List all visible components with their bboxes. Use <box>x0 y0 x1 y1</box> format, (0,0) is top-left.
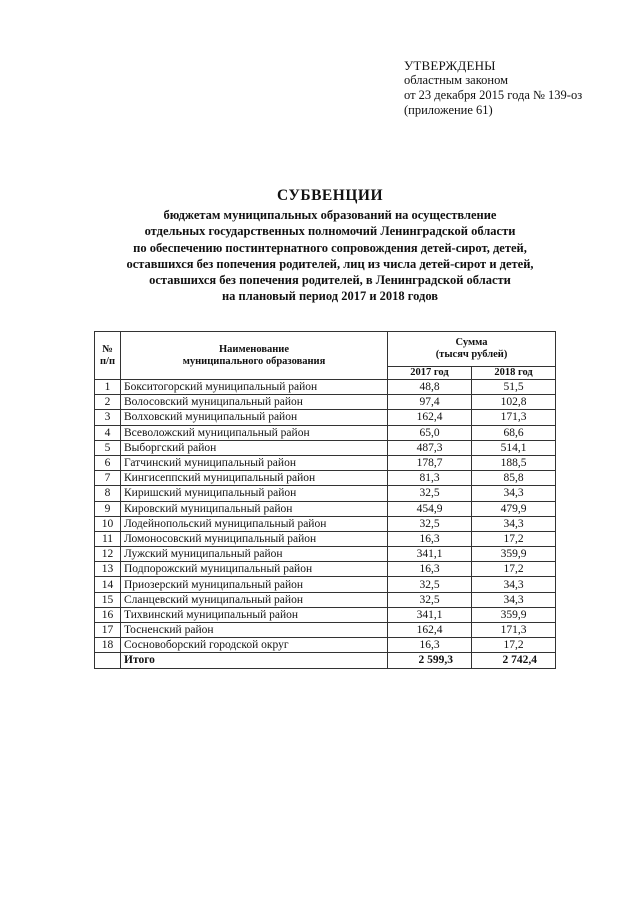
row-sum-2018: 85,8 <box>472 471 556 486</box>
row-municipality: Выборгский район <box>121 440 388 455</box>
row-number: 15 <box>95 592 121 607</box>
total-label: Итого <box>121 653 388 668</box>
row-sum-2017: 97,4 <box>388 395 472 410</box>
row-municipality: Кировский муниципальный район <box>121 501 388 516</box>
row-sum-2018: 479,9 <box>472 501 556 516</box>
row-sum-2018: 34,3 <box>472 577 556 592</box>
row-number: 8 <box>95 486 121 501</box>
row-municipality: Лужский муниципальный район <box>121 547 388 562</box>
table-row <box>95 531 556 546</box>
row-sum-2017: 162,4 <box>388 410 472 425</box>
header-name: Наименование муниципального образования <box>121 332 388 380</box>
row-municipality: Сосновоборский городской округ <box>121 638 388 653</box>
row-municipality: Ломоносовский муниципальный район <box>121 531 388 546</box>
row-sum-2017: 178,7 <box>388 455 472 470</box>
row-sum-2018: 17,2 <box>472 638 556 653</box>
row-sum-2017: 32,5 <box>388 577 472 592</box>
total-sum-2018: 2 742,4 <box>472 653 556 668</box>
row-municipality: Киришский муниципальный район <box>121 486 388 501</box>
row-municipality: Всеволожский муниципальный район <box>121 425 388 440</box>
row-municipality: Лодейнопольский муниципальный район <box>121 516 388 531</box>
row-number: 14 <box>95 577 121 592</box>
table-row <box>95 607 556 622</box>
header-sum: Сумма (тысяч рублей) <box>388 332 556 367</box>
row-sum-2018: 17,2 <box>472 562 556 577</box>
approval-date-line: от 23 декабря 2015 года № 139-оз <box>404 88 583 102</box>
table-row <box>95 455 556 470</box>
row-number: 5 <box>95 440 121 455</box>
row-sum-2017: 32,5 <box>388 486 472 501</box>
table-row <box>95 410 556 425</box>
row-number: 11 <box>95 531 121 546</box>
heading-line: бюджетам муниципальных образований на осуществление <box>163 208 497 222</box>
table-row <box>95 501 556 516</box>
header-year-2018: 2018 год <box>472 367 556 380</box>
row-sum-2017: 16,3 <box>388 562 472 577</box>
table-total-row <box>95 653 556 668</box>
row-number: 9 <box>95 501 121 516</box>
row-sum-2018: 359,9 <box>472 607 556 622</box>
document-heading <box>60 187 600 305</box>
row-sum-2017: 32,5 <box>388 516 472 531</box>
row-sum-2017: 48,8 <box>388 380 472 395</box>
table-row <box>95 562 556 577</box>
table-row <box>95 577 556 592</box>
row-municipality: Сланцевский муниципальный район <box>121 592 388 607</box>
row-sum-2017: 162,4 <box>388 623 472 638</box>
row-sum-2018: 359,9 <box>472 547 556 562</box>
table-row <box>95 425 556 440</box>
table-row <box>95 440 556 455</box>
row-sum-2018: 34,3 <box>472 592 556 607</box>
row-number: 3 <box>95 410 121 425</box>
heading-line: оставшихся без попечения родителей, в Ленинградской области <box>149 273 511 288</box>
table-body <box>95 380 556 669</box>
row-number: 4 <box>95 425 121 440</box>
table-header-row <box>95 332 556 367</box>
row-sum-2017: 65,0 <box>388 425 472 440</box>
row-sum-2017: 16,3 <box>388 638 472 653</box>
approval-law-line: областным законом <box>404 73 509 87</box>
heading-line: оставшихся без попечения родителей, лиц из числа детей-сирот и детей, <box>126 256 534 271</box>
document-title: СУБВЕНЦИИ <box>276 187 383 204</box>
row-sum-2018: 68,6 <box>472 425 556 440</box>
row-sum-2018: 17,2 <box>472 531 556 546</box>
table-row <box>95 592 556 607</box>
table-row <box>95 471 556 486</box>
row-number: 6 <box>95 455 121 470</box>
row-municipality: Бокситогорский муниципальный район <box>121 380 388 395</box>
row-municipality: Подпорожский муниципальный район <box>121 562 388 577</box>
row-sum-2017: 487,3 <box>388 440 472 455</box>
row-municipality: Волховский муниципальный район <box>121 410 388 425</box>
row-sum-2018: 34,3 <box>472 486 556 501</box>
row-sum-2018: 514,1 <box>472 440 556 455</box>
row-sum-2018: 51,5 <box>472 380 556 395</box>
total-sum-2017: 2 599,3 <box>388 653 472 668</box>
table-row <box>95 547 556 562</box>
row-sum-2018: 102,8 <box>472 395 556 410</box>
approval-appendix-line: (приложение 61) <box>404 103 493 117</box>
row-sum-2018: 171,3 <box>472 410 556 425</box>
row-sum-2018: 171,3 <box>472 623 556 638</box>
row-sum-2017: 16,3 <box>388 531 472 546</box>
row-sum-2017: 32,5 <box>388 592 472 607</box>
row-municipality: Кингисеппский муниципальный район <box>121 471 388 486</box>
header-year-2017: 2017 год <box>388 367 472 380</box>
approval-title: УТВЕРЖДЕНЫ <box>404 58 496 73</box>
row-number: 13 <box>95 562 121 577</box>
row-number: 12 <box>95 547 121 562</box>
row-number: 18 <box>95 638 121 653</box>
heading-line: по обеспечению постинтернатного сопровождения детей-сирот, детей, <box>133 240 527 255</box>
table-row <box>95 638 556 653</box>
table-row <box>95 623 556 638</box>
row-number: 7 <box>95 471 121 486</box>
heading-line: на плановый период 2017 и 2018 годов <box>221 289 439 304</box>
row-number: 16 <box>95 607 121 622</box>
row-sum-2017: 341,1 <box>388 607 472 622</box>
table-row <box>95 516 556 531</box>
row-number: 17 <box>95 623 121 638</box>
row-sum-2017: 81,3 <box>388 471 472 486</box>
row-municipality: Тосненский район <box>121 623 388 638</box>
total-number-cell <box>95 653 121 668</box>
row-sum-2017: 341,1 <box>388 547 472 562</box>
table-row <box>95 395 556 410</box>
row-municipality: Волосовский муниципальный район <box>121 395 388 410</box>
row-municipality: Гатчинский муниципальный район <box>121 455 388 470</box>
header-number: № п/п <box>95 332 121 380</box>
row-number: 1 <box>95 380 121 395</box>
row-sum-2018: 34,3 <box>472 516 556 531</box>
row-sum-2018: 188,5 <box>472 455 556 470</box>
row-municipality: Тихвинский муниципальный район <box>121 607 388 622</box>
table-row <box>95 486 556 501</box>
heading-line: отдельных государственных полномочий Ленинградской области <box>144 224 516 239</box>
row-number: 2 <box>95 395 121 410</box>
row-sum-2017: 454,9 <box>388 501 472 516</box>
row-municipality: Приозерский муниципальный район <box>121 577 388 592</box>
table-row <box>95 380 556 395</box>
row-number: 10 <box>95 516 121 531</box>
subvention-table <box>94 331 556 669</box>
approval-block <box>404 58 634 118</box>
